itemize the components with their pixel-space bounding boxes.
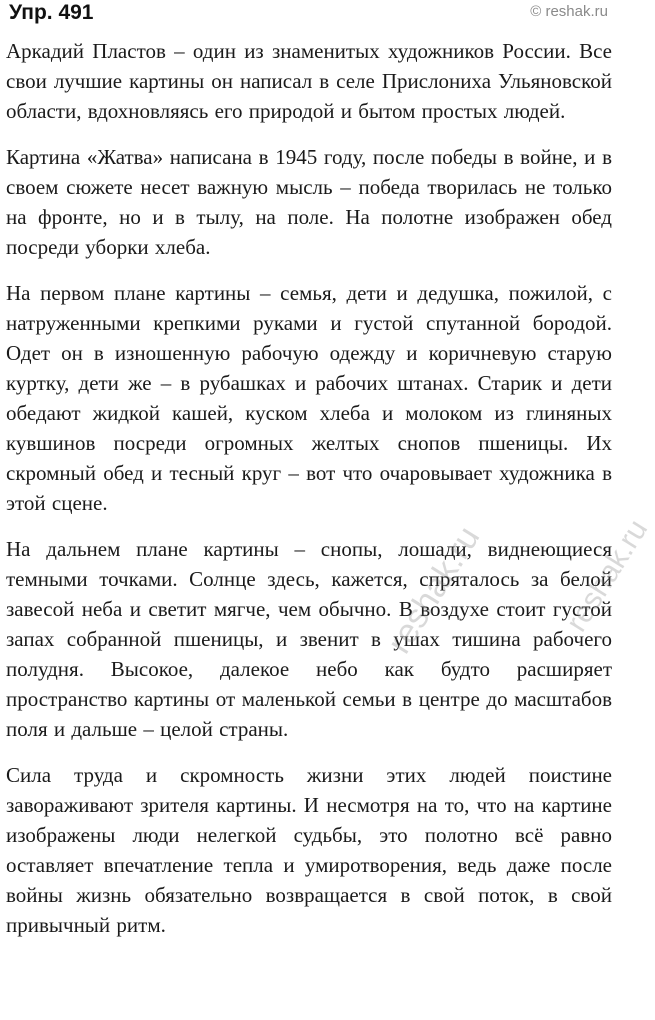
paragraph-2: Картина «Жатва» написана в 1945 году, после победы в войне, и в своем сюжете несет важную мысль – победа творилась не только на фронте, но и в тылу, на поле. На полотне изображен обед посреди уборки хлеба. (6, 145, 612, 259)
paragraph-4: На дальнем плане картины – снопы, лошади, виднеющиеся темными точками. Солнце здесь, кажется, спряталось за белой завесой неба и светит мягче, чем обычно. В воздухе стоит густой запах собранной пшеницы, и звенит в ушах тишина рабочего полудня. Высокое, далекое небо как будто расширяет пространство картины от маленькой семьи в центре до масштабов поля и дальше – целой страны. (6, 537, 612, 741)
header (6, 0, 614, 30)
essay-text (6, 36, 614, 940)
watermark-text: reshak.ru (380, 519, 488, 661)
exercise-title: Упр. 491 (9, 1, 94, 24)
paragraph-5: Сила труда и скромность жизни этих людей поистине завораживают зрителя картины. И несмотря на то, что на картине изображены люди нелегкой судьбы, это полотно всё равно оставляет впечатление тепла и умиротворения, ведь даже после войны жизнь обязательно возвращается в свой поток, в свой привычный ритм. (6, 763, 612, 937)
paragraph-1: Аркадий Пластов – один из знаменитых художников России. Все свои лучшие картины он написал в селе Прислониха Ульяновской области, вдохновляясь его природой и бытом простых людей. (6, 39, 612, 123)
paragraph-3: На первом плане картины – семья, дети и дедушка, пожилой, с натруженными крепкими руками и густой спутанной бородой. Одет он в изношенную рабочую одежду и коричневую старую куртку, дети же – в рубашках и рабочих штанах. Старик и дети обедают жидкой кашей, куском хлеба и молоком из глиняных кувшинов посреди огромных желтых снопов пшеницы. Их скромный обед и тесный круг – вот что очаровывает художника в этой сцене. (6, 281, 612, 515)
watermark-text: reshak.ru (560, 513, 655, 638)
site-watermark-label[interactable]: © reshak.ru (530, 3, 608, 20)
